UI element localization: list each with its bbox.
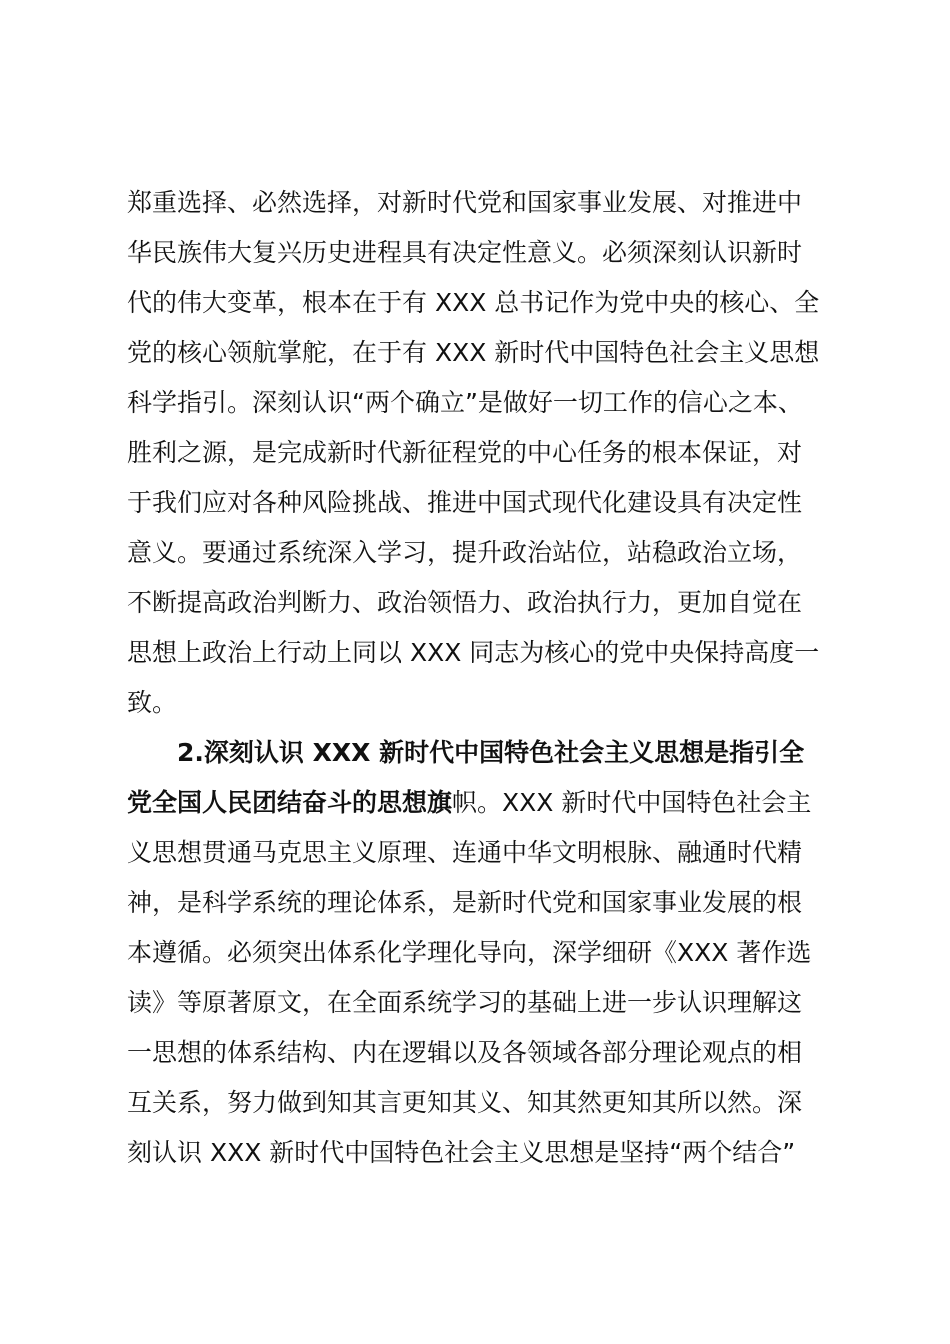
text-line: 代的伟大变革，根本在于有 XXX 总书记作为党中央的核心、全: [127, 288, 820, 317]
text-run: 帜。XXX 新时代中国特色社会主: [452, 788, 812, 817]
text-line: 胜利之源，是完成新时代新征程党的中心任务的根本保证，对: [127, 438, 803, 467]
text-line: 党的核心领航掌舵，在于有 XXX 新时代中国特色社会主义思想: [127, 338, 820, 367]
text-line: 刻认识 XXX 新时代中国特色社会主义思想是坚持“两个结合”: [127, 1138, 796, 1167]
text-line: 一思想的体系结构、内在逻辑以及各领域各部分理论观点的相: [127, 1038, 803, 1067]
text-line: 神，是科学系统的理论体系，是新时代党和国家事业发展的根: [127, 888, 803, 917]
paragraph-1: [127, 178, 837, 728]
text-line: 义思想贯通马克思主义原理、连通中华文明根脉、融通时代精: [127, 838, 803, 867]
section-heading-continued: 党全国人民团结奋斗的思想旗: [127, 788, 453, 817]
text-line: 郑重选择、必然选择，对新时代党和国家事业发展、对推进中: [127, 188, 803, 217]
text-line: 致。: [127, 688, 178, 717]
text-line: 于我们应对各种风险挑战、推进中国式现代化建设具有决定性: [127, 488, 803, 517]
text-line: 思想上政治上行动上同以 XXX 同志为核心的党中央保持高度一: [127, 638, 820, 667]
paragraph-2: [127, 728, 837, 1178]
section-heading: 2.深刻认识 XXX 新时代中国特色社会主义思想是指引全: [177, 738, 805, 767]
body-text: [127, 178, 837, 1178]
text-line: 读》等原著原文，在全面系统学习的基础上进一步认识理解这: [127, 988, 803, 1017]
text-line: 意义。要通过系统深入学习，提升政治站位，站稳政治立场，: [127, 538, 803, 567]
text-line: 不断提高政治判断力、政治领悟力、政治执行力，更加自觉在: [127, 588, 803, 617]
text-line: 本遵循。必须突出体系化学理化导向，深学细研《XXX 著作选: [127, 938, 812, 967]
text-line: 科学指引。深刻认识“两个确立”是做好一切工作的信心之本、: [127, 388, 803, 417]
text-line: 互关系，努力做到知其言更知其义、知其然更知其所以然。深: [127, 1088, 803, 1117]
text-line: 华民族伟大复兴历史进程具有决定性意义。必须深刻认识新时: [127, 238, 803, 267]
text-line: [127, 778, 837, 828]
